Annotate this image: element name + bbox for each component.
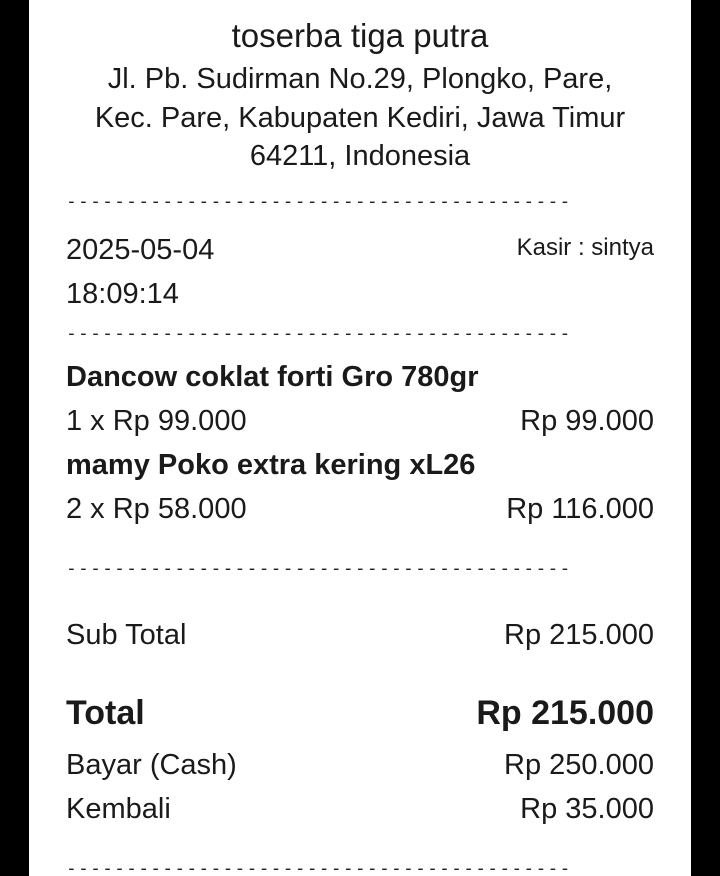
item-price-row xyxy=(66,399,654,443)
item-qty-price: 1 x Rp 99.000 xyxy=(66,404,247,437)
address-line: 64211, Indonesia xyxy=(249,140,471,172)
item-subtotal: Rp 116.000 xyxy=(506,492,654,525)
transaction-datetime xyxy=(66,228,214,316)
total-label: Total xyxy=(66,693,145,732)
transaction-date: 2025-05-04 xyxy=(66,233,215,266)
line-item xyxy=(66,443,654,531)
address-line: Kec. Pare, Kabupaten Kediri, Jawa Timur xyxy=(94,101,626,134)
dashed-divider: ------------------------------------------ xyxy=(66,560,572,577)
item-name: mamy Poko extra kering xL26 xyxy=(66,448,476,481)
dashed-divider: ------------------------------------------ xyxy=(66,860,572,876)
subtotal-value: Rp 215.000 xyxy=(504,618,654,651)
receipt xyxy=(29,0,691,876)
dashed-divider: ------------------------------------------ xyxy=(66,193,572,210)
paid-row xyxy=(66,743,654,787)
item-list xyxy=(66,355,654,531)
subtotal-label: Sub Total xyxy=(66,618,187,651)
store-name: toserba tiga putra xyxy=(231,17,489,54)
dashed-divider: ------------------------------------------ xyxy=(66,325,572,342)
item-price-row xyxy=(66,487,654,531)
transaction-meta xyxy=(66,228,654,316)
receipt-content xyxy=(66,0,654,876)
change-row xyxy=(66,787,654,831)
cashier-name: Kasir : sintya xyxy=(516,233,654,261)
line-item xyxy=(66,355,654,443)
address-line: Jl. Pb. Sudirman No.29, Plongko, Pare, xyxy=(107,63,613,95)
store-address xyxy=(66,60,654,176)
paid-value: Rp 250.000 xyxy=(504,748,654,781)
total-value: Rp 215.000 xyxy=(476,693,654,732)
change-value: Rp 35.000 xyxy=(520,792,654,825)
item-name: Dancow coklat forti Gro 780gr xyxy=(66,360,479,393)
total-row xyxy=(66,691,654,735)
subtotal-row xyxy=(66,613,654,657)
item-qty-price: 2 x Rp 58.000 xyxy=(66,492,247,525)
item-subtotal: Rp 99.000 xyxy=(520,404,654,437)
paid-label: Bayar (Cash) xyxy=(66,748,237,781)
transaction-time: 18:09:14 xyxy=(66,277,179,310)
change-label: Kembali xyxy=(66,792,171,825)
